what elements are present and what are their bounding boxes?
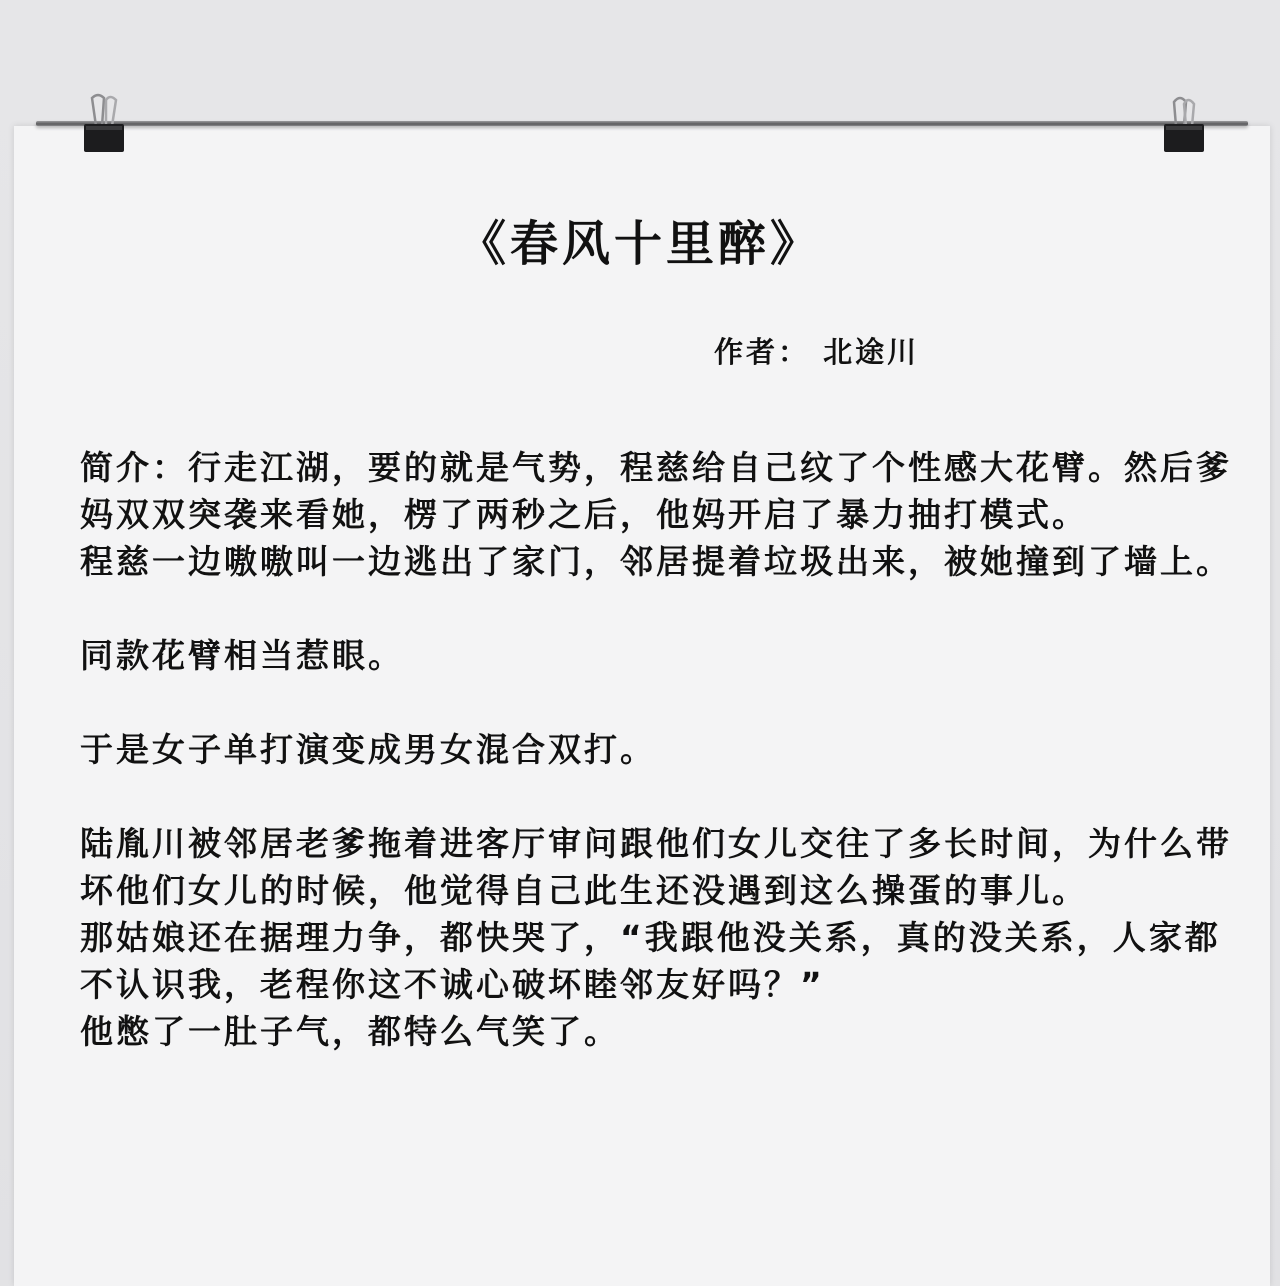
document-body	[80, 444, 1240, 1055]
paragraph-gap	[80, 585, 1240, 632]
paragraph: 程慈一边嗷嗷叫一边逃出了家门，邻居提着垃圾出来，被她撞到了墙上。	[80, 542, 1232, 581]
paragraph: 同款花臂相当惹眼。	[80, 636, 404, 675]
paragraph: 于是女子单打演变成男女混合双打。	[80, 730, 656, 769]
paragraph: 那姑娘还在据理力争，都快哭了，“我跟他没关系，真的没关系，人家都不认识我，老程你这不诚心破坏睦邻友好吗？”	[80, 918, 1221, 1004]
document-title: 《春风十里醉》	[457, 216, 822, 272]
binder-clip-icon	[1162, 92, 1206, 152]
paragraph: 他憋了一肚子气，都特么气笑了。	[80, 1012, 620, 1051]
binder-clip-icon	[82, 92, 126, 152]
hanging-rod	[36, 121, 1248, 126]
paragraph-gap	[80, 679, 1240, 726]
paragraph: 简介：行走江湖，要的就是气势，程慈给自己纹了个性感大花臂。然后爹妈双双突袭来看她，楞了两秒之后，他妈开启了暴力抽打模式。	[80, 448, 1232, 534]
paragraph-gap	[80, 773, 1240, 820]
author-line: 作者： 北途川	[714, 335, 920, 369]
paragraph: 陆胤川被邻居老爹拖着进客厅审问跟他们女儿交往了多长时间，为什么带坏他们女儿的时候，他觉得自己此生还没遇到这么操蛋的事儿。	[80, 824, 1232, 910]
